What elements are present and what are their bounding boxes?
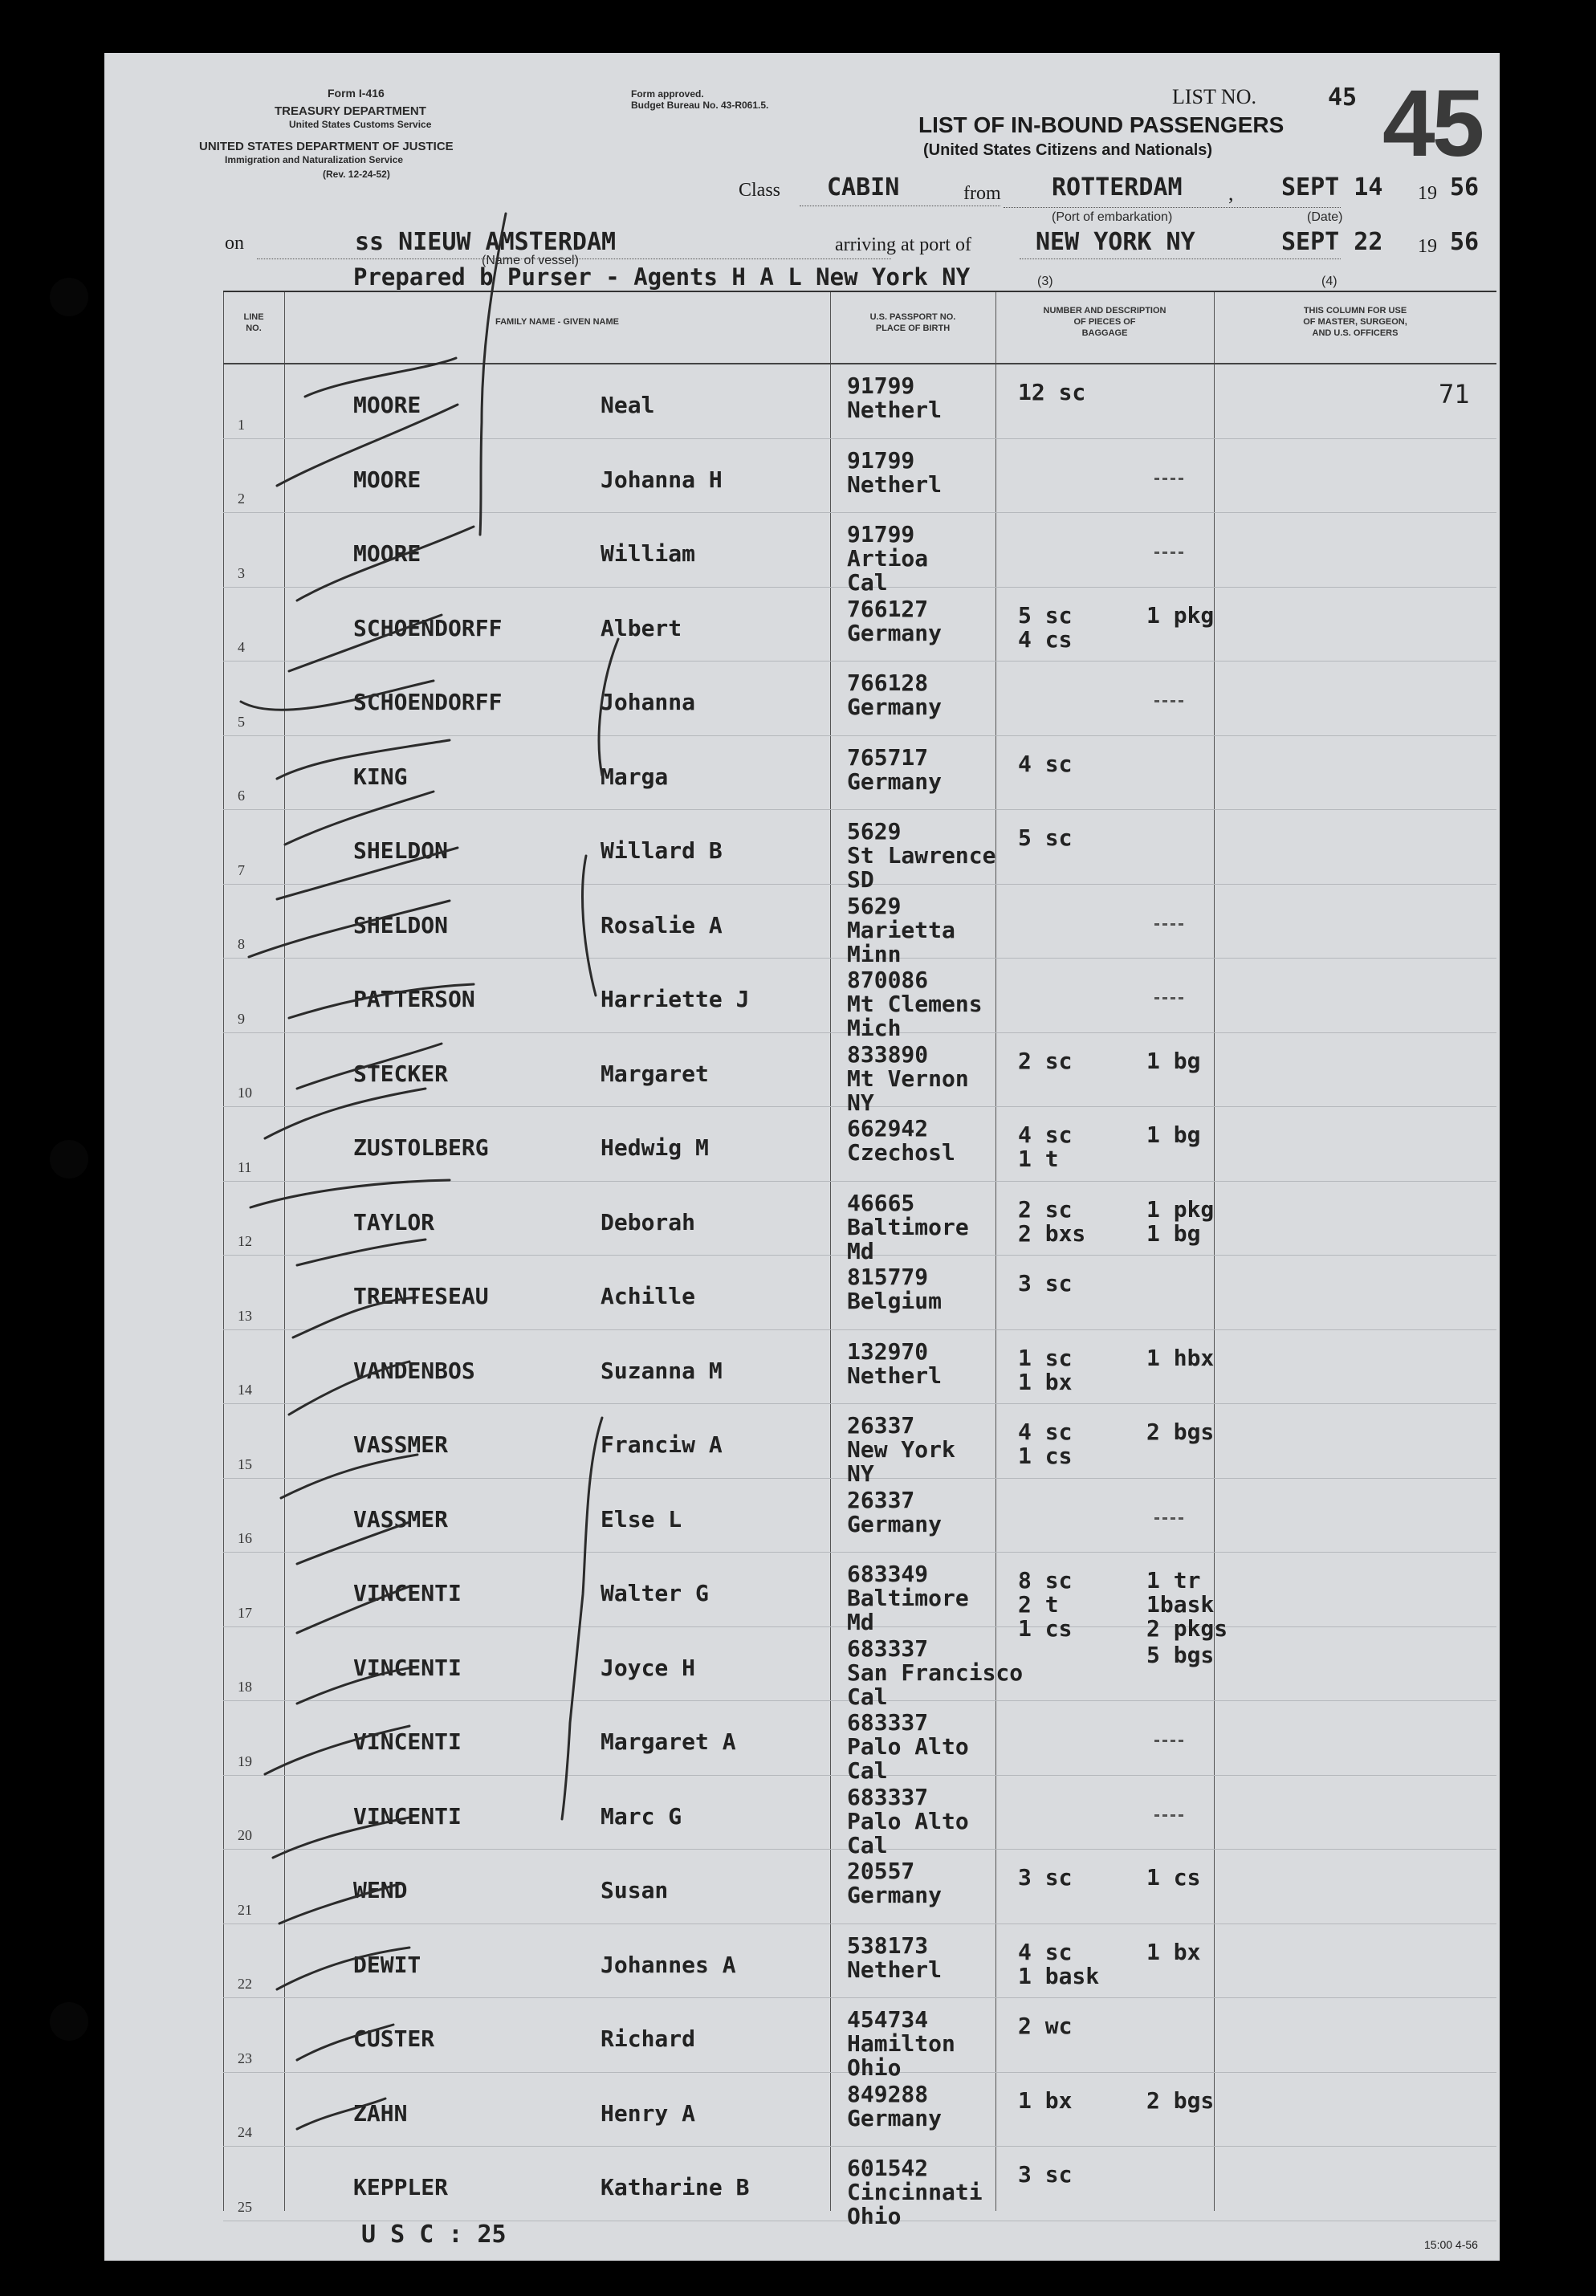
line-number: 22	[238, 1976, 252, 1992]
passport-birthplace: 91799 Netherl	[847, 372, 943, 423]
baggage-2: 2 bgs	[1146, 2086, 1215, 2114]
given-name: Else L	[601, 1505, 682, 1533]
given-name: Marga	[601, 763, 669, 790]
family-name: MOORE	[353, 466, 421, 493]
line-number: 13	[238, 1307, 252, 1324]
usc-count: U S C : 25	[361, 2221, 507, 2249]
baggage-1: 8 sc 2 t 1 cs	[1018, 1567, 1073, 1642]
baggage-1: 4 sc 1 bask	[1018, 1938, 1100, 1989]
table-row	[223, 2073, 1496, 2147]
table-row	[223, 1182, 1496, 1264]
family-name: VINCENTI	[353, 1802, 462, 1830]
family-name: PATTERSON	[353, 986, 475, 1012]
baggage-1: 2 wc	[1018, 2013, 1073, 2039]
passenger-table	[223, 291, 1496, 2229]
passport-birthplace: 683337 Palo Alto Cal	[847, 1783, 969, 1858]
passport-birthplace: 662942 Czechosl	[847, 1115, 955, 1166]
passport-birthplace: 20557 Germany	[847, 1858, 943, 1908]
line-number: 24	[238, 2124, 252, 2140]
passport-birthplace: 5629 Marietta Minn	[847, 892, 955, 967]
ditto-dash	[1154, 1517, 1183, 1520]
class-label: Class	[739, 180, 781, 201]
passport-birthplace: 454734 Hamilton Ohio	[847, 2006, 955, 2081]
family-name: WEND	[353, 1877, 408, 1903]
list-no-label: LIST NO.	[1172, 85, 1256, 108]
print-code: 15:00 4-56	[1424, 2238, 1478, 2251]
line-number: 5	[238, 713, 245, 730]
family-name: SHELDON	[353, 837, 449, 864]
passport-birthplace: 766128 Germany	[847, 670, 943, 720]
family-name: DEWIT	[353, 1951, 421, 1978]
passport-birthplace: 683349 Baltimore Md	[847, 1561, 969, 1635]
family-name: VINCENTI	[353, 1728, 462, 1755]
family-name: STECKER	[353, 1060, 449, 1087]
family-name: ZUSTOLBERG	[353, 1134, 489, 1161]
arrival-date: SEPT 22	[1281, 228, 1383, 256]
passport-birthplace: 683337 San Francisco Cal	[847, 1634, 1024, 1710]
ditto-dash	[1154, 923, 1183, 926]
given-name: Johannes A	[601, 1951, 736, 1978]
date-caption: (Date)	[1307, 210, 1343, 224]
baggage-1: 4 sc 1 t	[1018, 1122, 1073, 1172]
given-name: Rosalie A	[601, 911, 723, 938]
passport-birthplace: 46665 Baltimore Md	[847, 1189, 969, 1264]
comma: ,	[1228, 181, 1234, 205]
baggage-2: 2 bgs	[1146, 1419, 1215, 1445]
table-row	[223, 1998, 1496, 2081]
family-name: VASSMER	[353, 1431, 449, 1458]
baggage-1: 1 bx	[1018, 2086, 1073, 2114]
passport-birthplace: 601542 Cincinnati Ohio	[847, 2155, 983, 2229]
family-name: SCHOENDORFF	[353, 614, 503, 641]
manifest-page	[104, 53, 1500, 2261]
table-row	[223, 364, 1496, 438]
family-name: TAYLOR	[353, 1208, 435, 1236]
punch-hole	[50, 278, 88, 316]
table-row	[223, 1701, 1496, 1784]
family-name: CUSTER	[353, 2025, 435, 2052]
col-officers: THIS COLUMN FOR USE OF MASTER, SURGEON, AND U.S. OFFICERS	[1303, 306, 1407, 338]
ditto-dash	[1154, 997, 1183, 999]
passport-birthplace: 91799 Artioa Cal	[847, 521, 929, 596]
family-name: SHELDON	[353, 911, 449, 938]
given-name: Walter G	[601, 1580, 709, 1606]
line-number: 3	[238, 564, 245, 581]
baggage-2: 5 bgs	[1146, 1641, 1215, 1668]
line-number: 1	[238, 416, 245, 433]
line-number: 12	[238, 1233, 252, 1249]
given-name: Johanna H	[601, 466, 723, 493]
line-number: 2	[238, 491, 245, 507]
passport-birthplace: 833890 Mt Vernon NY	[847, 1040, 969, 1116]
given-name: Neal	[601, 392, 655, 418]
line-number: 14	[238, 1382, 252, 1398]
arriving-label: arriving at port of	[835, 234, 971, 255]
table-row	[223, 662, 1496, 735]
passport-birthplace: 766127 Germany	[847, 595, 943, 646]
budget-bureau: Budget Bureau No. 43-R061.5.	[631, 100, 769, 111]
year-prefix: 19	[1418, 236, 1437, 257]
table-row	[223, 439, 1496, 513]
line-number: 17	[238, 1604, 252, 1621]
vessel-caption: (Name of vessel)	[482, 254, 579, 267]
line-number: 23	[238, 2050, 252, 2066]
given-name: Deborah	[601, 1208, 696, 1236]
given-name: Hedwig M	[601, 1134, 709, 1161]
given-name: Susan	[601, 1877, 669, 1903]
given-name: Margaret	[601, 1060, 709, 1087]
ditto-dash	[1154, 1814, 1183, 1817]
baggage-2: 1 pkg 1 bg	[1146, 1195, 1215, 1247]
passport-birthplace: 849288 Germany	[847, 2080, 943, 2131]
arrival-port: NEW YORK NY	[1036, 228, 1195, 256]
on-label: on	[225, 233, 244, 254]
baggage-2: 1 bx	[1146, 1938, 1201, 1965]
passport-birthplace: 683337 Palo Alto Cal	[847, 1709, 969, 1784]
table-row	[223, 1330, 1496, 1404]
ins-service: Immigration and Naturalization Service	[225, 154, 404, 165]
given-name: Achille	[601, 1283, 696, 1309]
officer-note: 71	[1439, 379, 1470, 409]
table-row	[223, 959, 1496, 1041]
ditto-dash	[1154, 552, 1183, 554]
col-name: FAMILY NAME - GIVEN NAME	[495, 317, 620, 327]
passport-birthplace: 26337 Germany	[847, 1486, 943, 1537]
family-name: ZAHN	[353, 2099, 408, 2127]
table-row	[223, 1924, 1496, 1998]
passport-birthplace: 538173 Netherl	[847, 1932, 943, 1983]
list-no-stamp: 45	[1382, 71, 1482, 177]
ditto-dash	[1154, 700, 1183, 702]
line-number: 25	[238, 2198, 252, 2215]
line-number: 4	[238, 639, 245, 655]
family-name: TRENTESEAU	[353, 1283, 489, 1309]
mark-3: (3)	[1037, 275, 1053, 288]
form-approved: Form approved.	[631, 88, 704, 100]
baggage-1: 12 sc	[1018, 379, 1086, 405]
revision: (Rev. 12-24-52)	[323, 169, 390, 180]
mark-4: (4)	[1321, 275, 1337, 288]
prepared-by: Prepared b Purser - Agents H A L New York NY	[353, 263, 971, 291]
given-name: Margaret A	[601, 1728, 736, 1755]
passport-birthplace: 132970 Netherl	[847, 1337, 943, 1389]
from-value: ROTTERDAM	[1052, 173, 1183, 202]
baggage-1: 5 sc 4 cs	[1018, 601, 1073, 653]
family-name: SCHOENDORFF	[353, 689, 503, 715]
ditto-dash	[1154, 1740, 1183, 1742]
col-baggage: NUMBER AND DESCRIPTION OF PIECES OF BAGGAGE	[1043, 306, 1166, 338]
passport-birthplace: 91799 Netherl	[847, 446, 943, 498]
given-name: Harriette J	[601, 986, 750, 1012]
table-row	[223, 2147, 1496, 2229]
given-name: William	[601, 540, 696, 567]
baggage-2: 1 cs	[1146, 1864, 1201, 1891]
ditto-dash	[1154, 478, 1183, 480]
passport-birthplace: 870086 Mt Clemens Mich	[847, 967, 983, 1041]
arrival-year: 56	[1450, 228, 1480, 256]
baggage-2: 1 hbx	[1146, 1344, 1215, 1371]
baggage-1: 1 sc 1 bx	[1018, 1344, 1073, 1395]
given-name: Suzanna M	[601, 1357, 723, 1384]
form-number: Form I-416	[328, 87, 385, 100]
baggage-1: 4 sc	[1018, 750, 1073, 777]
vessel-name: ss NIEUW AMSTERDAM	[355, 228, 617, 256]
family-name: VINCENTI	[353, 1580, 462, 1606]
year-prefix: 19	[1418, 183, 1437, 204]
given-name: Joyce H	[601, 1654, 696, 1681]
table-row	[223, 1033, 1496, 1116]
given-name: Henry A	[601, 2099, 696, 2127]
justice-dept: UNITED STATES DEPARTMENT OF JUSTICE	[199, 140, 454, 153]
line-number: 21	[238, 1901, 252, 1918]
table-row	[223, 1553, 1496, 1642]
table-row	[223, 1479, 1496, 1553]
baggage-1: 2 sc	[1018, 1047, 1073, 1074]
baggage-1: 3 sc	[1018, 2161, 1073, 2188]
line-number: 9	[238, 1010, 245, 1027]
line-number: 6	[238, 788, 245, 804]
baggage-2: 1 pkg	[1146, 601, 1215, 629]
punch-hole	[50, 2002, 88, 2041]
customs-service: United States Customs Service	[289, 119, 432, 130]
col-passport: U.S. PASSPORT NO. PLACE OF BIRTH	[869, 312, 956, 333]
given-name: Albert	[601, 614, 682, 641]
baggage-1: 5 sc	[1018, 824, 1073, 851]
family-name: KING	[353, 763, 408, 790]
line-number: 18	[238, 1679, 252, 1695]
table-row	[223, 1107, 1496, 1181]
table-row	[223, 513, 1496, 596]
baggage-1: 3 sc	[1018, 1270, 1073, 1297]
passport-birthplace: 815779 Belgium	[847, 1264, 943, 1314]
col-line-no: LINE NO.	[243, 312, 264, 333]
baggage-2: 1 bg	[1146, 1122, 1201, 1148]
baggage-1: 3 sc	[1018, 1864, 1073, 1891]
line-number: 8	[238, 936, 245, 952]
line-number: 15	[238, 1455, 252, 1472]
line-number: 11	[238, 1158, 252, 1175]
baggage-1: 2 sc 2 bxs	[1018, 1195, 1086, 1247]
passport-birthplace: 5629 St Lawrence SD	[847, 818, 996, 893]
table-row	[223, 588, 1496, 662]
baggage-1: 4 sc 1 cs	[1018, 1419, 1073, 1469]
given-name: Katharine B	[601, 2174, 750, 2200]
list-no-typed: 45	[1328, 83, 1358, 112]
given-name: Richard	[601, 2025, 696, 2052]
line-number: 19	[238, 1753, 252, 1769]
line-number: 10	[238, 1085, 252, 1101]
table-row	[223, 885, 1496, 967]
family-name: VINCENTI	[353, 1654, 462, 1681]
given-name: Franciw A	[601, 1431, 723, 1458]
family-name: MOORE	[353, 392, 421, 418]
family-name: KEPPLER	[353, 2174, 449, 2200]
table-row	[223, 810, 1496, 893]
family-name: VASSMER	[353, 1505, 449, 1533]
family-name: MOORE	[353, 540, 421, 567]
departure-date: SEPT 14	[1281, 173, 1383, 202]
line-number: 20	[238, 1827, 252, 1843]
baggage-2: 1 bg	[1146, 1047, 1201, 1074]
line-number: 7	[238, 861, 245, 878]
given-name: Willard B	[601, 837, 723, 864]
family-name: VANDENBOS	[353, 1357, 475, 1384]
departure-year: 56	[1450, 173, 1480, 202]
embarkation-caption: (Port of embarkation)	[1052, 210, 1173, 224]
treasury-dept: TREASURY DEPARTMENT	[275, 104, 426, 118]
table-row	[223, 1256, 1496, 1329]
passport-birthplace: 26337 New York NY	[847, 1412, 955, 1487]
table-row	[223, 1404, 1496, 1487]
list-title: LIST OF IN-BOUND PASSENGERS	[918, 112, 1285, 137]
given-name: Johanna	[601, 689, 696, 715]
baggage-2: 1 tr 1bask 2 pkgs	[1146, 1567, 1228, 1642]
given-name: Marc G	[601, 1802, 682, 1830]
passport-birthplace: 765717 Germany	[847, 743, 943, 795]
from-label: from	[963, 183, 1001, 204]
class-value: CABIN	[827, 173, 900, 202]
table-row	[223, 736, 1496, 810]
table-row	[223, 1627, 1496, 1710]
punch-hole	[50, 1140, 88, 1179]
list-subtitle: (United States Citizens and Nationals)	[923, 141, 1213, 159]
line-number: 16	[238, 1530, 252, 1546]
table-row	[223, 1850, 1496, 1924]
table-row	[223, 1776, 1496, 1858]
